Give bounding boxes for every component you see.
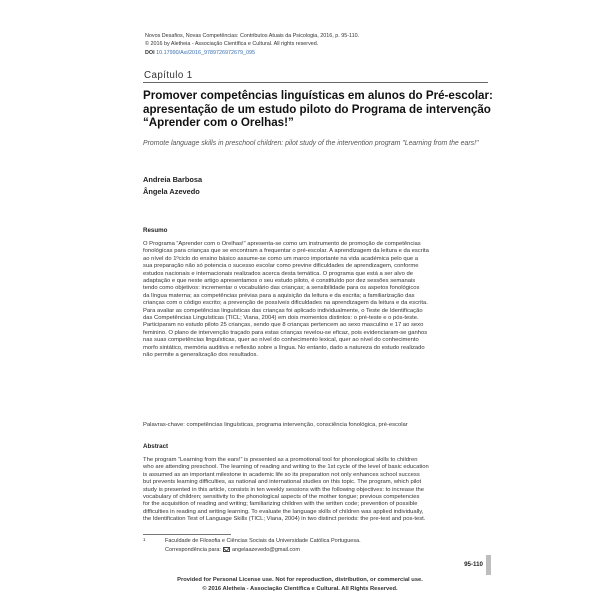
resumo-line: das Competências Linguísticas (TICL; Viana, 2004) em dois momentos distintos: o pré-teste e o pós-teste. (143, 315, 419, 322)
resumo-line: sua preparação não só potencia o sucesso escolar como previne dificuldades de aprendizagem, conforme (143, 263, 419, 270)
resumo-line: feminino. O plano de intervenção traçado para estas crianças revelou-se eficaz, pois evidenciaram-se ganhos (143, 329, 428, 336)
page-edge-bar (486, 555, 491, 575)
paper-subtitle: Promote language skills in preschool children: pilot study of the intervention program "Learning from the ears!" (143, 140, 479, 147)
abstract-body (143, 457, 492, 524)
resumo-line: fonológicas para crianças que se encontram a frequentar o pré-escolar. A aprendizagem da leitura e da escrita (143, 248, 429, 255)
author-name: Ângela Azevedo (143, 187, 200, 197)
abstract-line: difficulties in reading and writing learning. To evaluate the language skills of children was applied individually, (143, 508, 424, 515)
license-notice (0, 576, 600, 593)
doi-label: DOI (145, 49, 155, 56)
citation-header (145, 32, 475, 57)
citation-line: Novos Desafios, Novas Competências: Contributos Atuais da Psicologia, 2016, p. 95-110. (145, 33, 360, 39)
author-list (143, 174, 202, 199)
footnote-divider (143, 534, 231, 535)
abstract-heading: Abstract (143, 443, 169, 450)
resumo-line: Participaram no estudo piloto 25 crianças, sendo que 8 crianças pertencem ao sexo masculino e 17 ao sexo (143, 322, 424, 329)
resumo-line: O Programa “Aprender com o Orelhas!” apresenta-se como um instrumento de promoção de competências (143, 241, 421, 247)
chapter-label: Capítulo 1 (144, 70, 193, 81)
abstract-line: who are attending preschool. The learning of reading and writing to the 1st cycle of the level of basic education (143, 464, 429, 471)
footnote-correspondence (165, 546, 425, 555)
resumo-line: estudos nacionais e internacionais realizados acerca desta temática. O programa que está a ser alvo de (143, 270, 413, 277)
resumo-line: não permite a generalização dos resultados. (143, 352, 258, 359)
resumo-line: nas suas competências linguísticas, quer ao nível do conhecimento lexical, quer ao nível do conhecimento (143, 337, 419, 344)
resumo-heading: Resumo (143, 227, 168, 234)
license-line: © 2016 Aletheia - Associação Científica e Cultural. All Rights Reserved. (202, 585, 398, 592)
resumo-line: da língua materna; as competências prévias para a aquisição da leitura e da escrita; a familiarização das (143, 292, 415, 299)
resumo-body (143, 241, 492, 360)
copyright-line: © 2016 by Aletheia - Associação Científica e Cultural. All rights reserved. (145, 41, 319, 48)
correspondence-label: Correspondência para: (165, 546, 221, 553)
abstract-line: the Identification Test of Language Skills (TICL; Viana, 2004) in two distinct periods: the pre-test and pos-test. (143, 516, 426, 523)
abstract-line: study is presented in this article, consists in ten weekly sessions with the following objectives: to increase the (143, 486, 424, 493)
doi-line (145, 49, 475, 57)
resumo-line: tendo como objetivos: incrementar o vocabulário das crianças; a sensibilidade para os aspetos fonológicos (143, 285, 420, 292)
abstract-line: for the acquisition of reading and writing; familiarizing children with the written code; prevention of possible (143, 501, 418, 508)
abstract-line: vocabulary of children; sensitivity to the phonological aspects of the mother tongue; previous competencies (143, 494, 420, 501)
footnote-affiliation: Faculdade de Filosofia e Ciências Sociais da Universidade Católica Portuguesa. (165, 538, 361, 544)
resumo-line: ao nível do 1ºciclo do ensino básico assume-se como um marco importante na vida académica pelo que a (143, 255, 418, 262)
author-name: Andreia Barbosa (143, 175, 203, 184)
page-range-text: 95-110 (464, 561, 483, 568)
email-link[interactable]: angelaazevedo@gmail.com (231, 546, 300, 553)
resumo-line: adaptação e que neste artigo apresentamos o seu estudo piloto, é constituído por dez sessões semanais (143, 278, 416, 285)
chapter-divider (143, 82, 488, 83)
abstract-line: The program “Learning from the ears!” is presented as a promotional tool for phonological skills to children (143, 457, 418, 463)
abstract-line: is assumed as an important milestone in academic life so its preparation not only enhances school success (143, 471, 420, 478)
footnote-marker: 1 (143, 537, 146, 542)
keywords: Palavras-chave: competências linguísticas, programa intervenção, consciência fonológica, pré-escolar (143, 422, 408, 428)
license-line: Provided for Personal License use. Not for reproduction, distribution, or commercial use. (177, 577, 423, 583)
envelope-icon (223, 547, 230, 552)
abstract-line: but prevents learning difficulties, as national and international studies on this topic. The program, which pilot (143, 479, 422, 486)
paper-title: Promover competências linguísticas em alunos do Pré-escolar: apresentação de um estudo piloto do Programa de intervenção “Aprender com o Orelhas!” (143, 89, 493, 130)
resumo-line: Para avaliar as competências linguísticas das crianças foi aplicado individualmente, o Teste de Identificação (143, 307, 423, 314)
doi-link[interactable]: 10.17990/Axi/2016_9789726972679_095 (156, 49, 256, 56)
resumo-line: crianças com o código escrito; a prevenção de possíveis dificuldades na aprendizagem da leitura e da escrita. (143, 300, 428, 307)
resumo-line: morfo sintático, memória auditiva e reflexão sobre a língua. No entanto, dado a natureza do estudo realizado (143, 344, 425, 351)
